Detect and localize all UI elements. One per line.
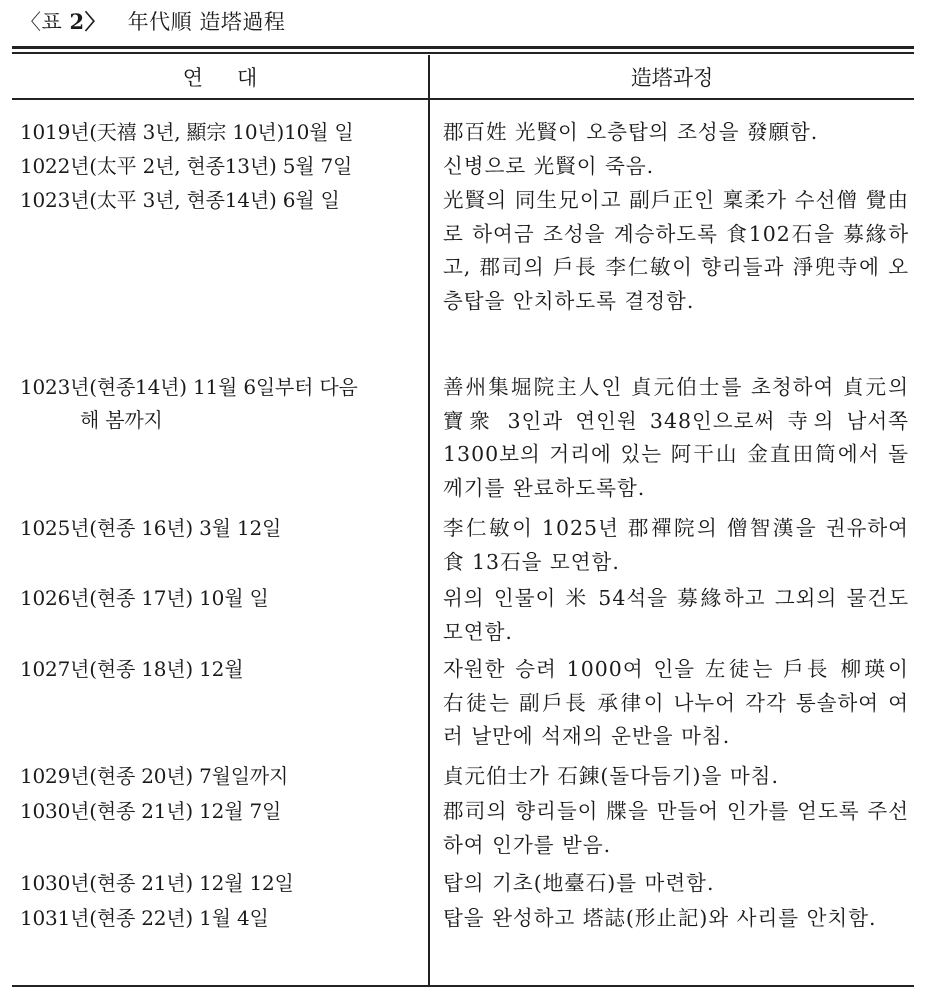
table-caption xyxy=(20,6,285,36)
row-event: 郡百姓 光賢이 오층탑의 조성을 發願함. xyxy=(443,120,819,144)
table-header-rule xyxy=(12,98,914,100)
row-year-continued: 해 봄까지 xyxy=(80,408,163,432)
row-year: 1019년(天禧 3년, 顯宗 10년)10월 일 xyxy=(20,120,354,144)
table-top-rule-thick xyxy=(12,46,914,49)
caption-number: 2〉 xyxy=(69,9,107,34)
row-year: 1027년(현종 18년) 12월 xyxy=(20,657,244,681)
row-event: 郡司의 향리들이 牒을 만들어 인가를 얻도록 주선하여 인가를 받음. xyxy=(443,799,909,857)
row-event: 貞元伯士가 石錬(돌다듬기)을 마침. xyxy=(443,764,779,788)
row-year: 1023년(현종14년) 11월 6일부터 다음 해 봄까지 xyxy=(20,371,424,437)
column-divider xyxy=(428,55,430,985)
row-event: 신병으로 光賢이 죽음. xyxy=(443,154,655,178)
row-year: 1026년(현종 17년) 10월 일 xyxy=(20,586,269,610)
row-event: 善州集堀院主人인 貞元伯士를 초청하여 貞元의 寶衆 3인과 연인원 348인으로써 寺의 남서쪽 1300보의 거리에 있는 阿干山 金直田筒에서 돌께기를 완료하도록함. xyxy=(443,375,909,500)
row-year: 1022년(太平 2년, 현종13년) 5월 7일 xyxy=(20,154,353,178)
row-year: 1029년(현종 20년) 7월일까지 xyxy=(20,764,289,788)
row-year: 1030년(현종 21년) 12월 7일 xyxy=(20,799,282,823)
row-year: 1031년(현종 22년) 1월 4일 xyxy=(20,906,269,930)
header-process: 造塔과정 xyxy=(630,66,714,90)
table-bottom-rule xyxy=(12,985,914,987)
row-year: 1030년(현종 21년) 12월 12일 xyxy=(20,871,294,895)
header-year: 연대 xyxy=(182,66,292,90)
row-event: 위의 인물이 米 54석을 募緣하고 그외의 물건도 모연함. xyxy=(443,586,909,644)
row-event: 光賢의 同生兄이고 副戶正인 稟柔가 수선僧 覺由로 하여금 조성을 계승하도록 食102石을 募緣하고, 郡司의 戶長 李仁敏이 향리들과 淨兜寺에 오층탑을 안치하도록 결정함. xyxy=(443,188,909,313)
row-event: 李仁敏이 1025년 郡禪院의 僧智漢을 권유하여 食 13石을 모연함. xyxy=(443,516,909,574)
row-year: 1025년(현종 16년) 3월 12일 xyxy=(20,516,282,540)
table-top-rule-thin xyxy=(12,52,914,54)
row-event: 탑의 기초(地臺石)를 마련함. xyxy=(443,871,715,895)
row-event: 자원한 승려 1000여 인을 左徒는 戶長 柳瑛이 右徒는 副戶長 承律이 나누어 각각 통솔하여 여러 날만에 석재의 운반을 마침. xyxy=(443,657,909,748)
caption-title: 年代順 造塔過程 xyxy=(127,10,286,34)
caption-prefix: 〈표 xyxy=(20,10,63,34)
row-event: 탑을 완성하고 塔誌(形止記)와 사리를 안치함. xyxy=(443,906,877,930)
row-year: 1023년(太平 3년, 현종14년) 6월 일 xyxy=(20,188,340,212)
